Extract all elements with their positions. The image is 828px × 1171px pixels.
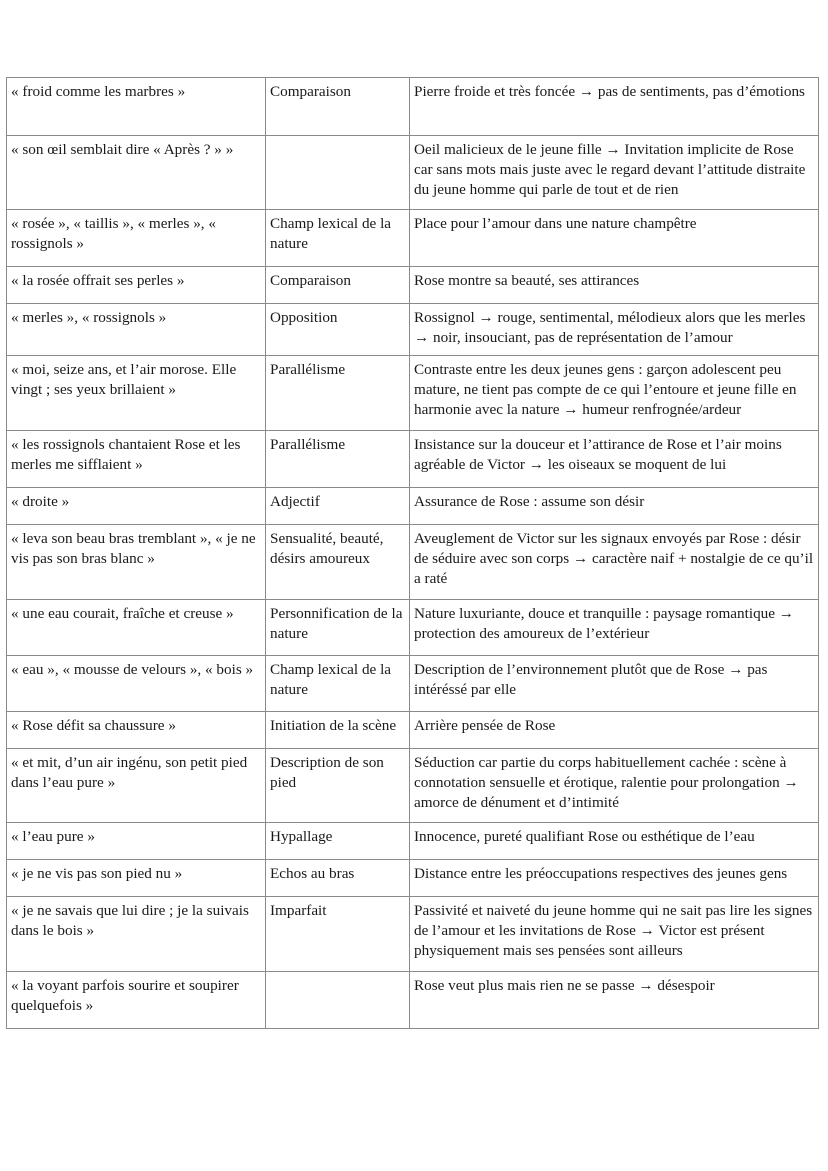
interpretation-text: Insistance sur la douceur et l’attirance de Rose et l’air moins agréable de Victor → les oiseaux se moquent de lui bbox=[414, 436, 786, 473]
interpretation-text: Arrière pensée de Rose bbox=[414, 717, 556, 734]
cell-interpretation bbox=[410, 972, 819, 1029]
table-row bbox=[7, 972, 819, 1029]
cell-quotation bbox=[7, 712, 266, 749]
quotation-text: « son œil semblait dire « Après ? » » bbox=[11, 141, 234, 158]
table-row bbox=[7, 897, 819, 972]
cell-literary-device bbox=[266, 860, 410, 897]
cell-quotation bbox=[7, 656, 266, 712]
table-row bbox=[7, 267, 819, 304]
table-row bbox=[7, 488, 819, 525]
interpretation-text: Assurance de Rose : assume son désir bbox=[414, 493, 645, 510]
interpretation-text: Séduction car partie du corps habituellement cachée : scène à connotation sensuelle et érotique, ralentie pour prolongation → amorce de dénument et d’intimité bbox=[414, 754, 803, 811]
quotation-text: « froid comme les marbres » bbox=[11, 83, 186, 100]
cell-interpretation bbox=[410, 656, 819, 712]
table-row bbox=[7, 304, 819, 356]
cell-quotation bbox=[7, 749, 266, 823]
interpretation-text: Rose veut plus mais rien ne se passe → désespoir bbox=[414, 977, 715, 994]
quotation-text: « les rossignols chantaient Rose et les merles me sifflaient » bbox=[11, 436, 245, 473]
cell-literary-device bbox=[266, 823, 410, 860]
cell-literary-device bbox=[266, 488, 410, 525]
cell-literary-device bbox=[266, 656, 410, 712]
literary-device-text: Description de son pied bbox=[270, 754, 388, 791]
cell-quotation bbox=[7, 136, 266, 210]
cell-literary-device bbox=[266, 525, 410, 600]
quotation-text: « moi, seize ans, et l’air morose. Elle vingt ; ses yeux brillaient » bbox=[11, 361, 241, 398]
quotation-text: « Rose défit sa chaussure » bbox=[11, 717, 176, 734]
cell-literary-device bbox=[266, 304, 410, 356]
quotation-text: « la voyant parfois sourire et soupirer quelquefois » bbox=[11, 977, 243, 1014]
table-row bbox=[7, 210, 819, 267]
cell-interpretation bbox=[410, 823, 819, 860]
cell-quotation bbox=[7, 267, 266, 304]
literary-device-text: Hypallage bbox=[270, 828, 333, 845]
literary-device-text: Comparaison bbox=[270, 83, 351, 100]
cell-literary-device bbox=[266, 712, 410, 749]
cell-interpretation bbox=[410, 431, 819, 488]
quotation-text: « je ne vis pas son pied nu » bbox=[11, 865, 183, 882]
literary-device-text: Opposition bbox=[270, 309, 338, 326]
cell-quotation bbox=[7, 600, 266, 656]
analysis-table bbox=[6, 77, 819, 1029]
cell-quotation bbox=[7, 897, 266, 972]
table-row bbox=[7, 78, 819, 136]
table-row bbox=[7, 656, 819, 712]
quotation-text: « eau », « mousse de velours », « bois » bbox=[11, 661, 254, 678]
literary-device-text: Echos au bras bbox=[270, 865, 355, 882]
cell-interpretation bbox=[410, 78, 819, 136]
cell-quotation bbox=[7, 210, 266, 267]
cell-literary-device bbox=[266, 600, 410, 656]
quotation-text: « la rosée offrait ses perles » bbox=[11, 272, 185, 289]
cell-interpretation bbox=[410, 600, 819, 656]
cell-interpretation bbox=[410, 210, 819, 267]
literary-device-text: Comparaison bbox=[270, 272, 351, 289]
cell-interpretation bbox=[410, 267, 819, 304]
cell-interpretation bbox=[410, 488, 819, 525]
literary-device-text: Imparfait bbox=[270, 902, 327, 919]
quotation-text: « leva son beau bras tremblant », « je ne vis pas son bras blanc » bbox=[11, 530, 260, 567]
interpretation-text: Description de l’environnement plutôt que de Rose → pas intéréssé par elle bbox=[414, 661, 772, 698]
interpretation-text: Innocence, pureté qualifiant Rose ou esthétique de l’eau bbox=[414, 828, 755, 845]
interpretation-text: Contraste entre les deux jeunes gens : garçon adolescent peu mature, ne tient pas compte de ce qui l’entoure et jeune fille en harmonie avec la nature → humeur renfrognée/ardeur bbox=[414, 361, 801, 418]
table-row bbox=[7, 600, 819, 656]
table-row bbox=[7, 823, 819, 860]
literary-device-text: Champ lexical de la nature bbox=[270, 661, 395, 698]
cell-literary-device bbox=[266, 210, 410, 267]
literary-device-text: Initiation de la scène bbox=[270, 717, 397, 734]
table-row bbox=[7, 860, 819, 897]
cell-quotation bbox=[7, 525, 266, 600]
interpretation-text: Passivité et naiveté du jeune homme qui ne sait pas lire les signes de l’amour et les invitations de Rose → Victor est présent physiquement mais ses pensées sont ailleurs bbox=[414, 902, 816, 959]
interpretation-text: Pierre froide et très foncée → pas de sentiments, pas d’émotions bbox=[414, 83, 805, 100]
cell-literary-device bbox=[266, 78, 410, 136]
cell-literary-device bbox=[266, 972, 410, 1029]
cell-interpretation bbox=[410, 525, 819, 600]
cell-literary-device bbox=[266, 136, 410, 210]
cell-quotation bbox=[7, 78, 266, 136]
cell-interpretation bbox=[410, 136, 819, 210]
literary-device-text: Champ lexical de la nature bbox=[270, 215, 395, 252]
interpretation-text: Aveuglement de Victor sur les signaux envoyés par Rose : désir de séduire avec son corps → caractère naif + nostalgie de ce qu’il a raté bbox=[414, 530, 817, 587]
quotation-text: « je ne savais que lui dire ; je la suivais dans le bois » bbox=[11, 902, 253, 939]
quotation-text: « merles », « rossignols » bbox=[11, 309, 167, 326]
literary-device-text: Parallélisme bbox=[270, 361, 346, 378]
cell-literary-device bbox=[266, 749, 410, 823]
cell-quotation bbox=[7, 431, 266, 488]
analysis-table-container bbox=[6, 77, 818, 1029]
cell-interpretation bbox=[410, 304, 819, 356]
interpretation-text: Place pour l’amour dans une nature champêtre bbox=[414, 215, 697, 232]
cell-quotation bbox=[7, 972, 266, 1029]
interpretation-text: Distance entre les préoccupations respectives des jeunes gens bbox=[414, 865, 788, 882]
cell-quotation bbox=[7, 823, 266, 860]
cell-interpretation bbox=[410, 712, 819, 749]
interpretation-text: Rose montre sa beauté, ses attirances bbox=[414, 272, 640, 289]
table-row bbox=[7, 431, 819, 488]
cell-literary-device bbox=[266, 267, 410, 304]
table-row bbox=[7, 749, 819, 823]
literary-device-text: Sensualité, beauté, désirs amoureux bbox=[270, 530, 388, 567]
cell-interpretation bbox=[410, 356, 819, 431]
table-row bbox=[7, 136, 819, 210]
quotation-text: « rosée », « taillis », « merles », « rossignols » bbox=[11, 215, 220, 252]
cell-quotation bbox=[7, 488, 266, 525]
cell-quotation bbox=[7, 860, 266, 897]
cell-literary-device bbox=[266, 431, 410, 488]
cell-literary-device bbox=[266, 356, 410, 431]
cell-interpretation bbox=[410, 749, 819, 823]
analysis-table-body bbox=[7, 78, 819, 1029]
interpretation-text: Rossignol → rouge, sentimental, mélodieux alors que les merles → noir, insouciant, pas de représentation de l’amour bbox=[414, 309, 810, 346]
quotation-text: « une eau courait, fraîche et creuse » bbox=[11, 605, 234, 622]
quotation-text: « l’eau pure » bbox=[11, 828, 95, 845]
table-row bbox=[7, 712, 819, 749]
literary-device-text: Parallélisme bbox=[270, 436, 346, 453]
cell-interpretation bbox=[410, 897, 819, 972]
table-row bbox=[7, 356, 819, 431]
literary-device-text: Personnification de la nature bbox=[270, 605, 407, 642]
cell-literary-device bbox=[266, 897, 410, 972]
interpretation-text: Oeil malicieux de le jeune fille → Invitation implicite de Rose car sans mots mais juste avec le regard devant l’attitude distraite du jeune homme qui parle de tout et de rien bbox=[414, 141, 810, 198]
table-row bbox=[7, 525, 819, 600]
quotation-text: « droite » bbox=[11, 493, 70, 510]
literary-device-text: Adjectif bbox=[270, 493, 320, 510]
cell-quotation bbox=[7, 304, 266, 356]
cell-interpretation bbox=[410, 860, 819, 897]
interpretation-text: Nature luxuriante, douce et tranquille : paysage romantique → protection des amoureux de l’extérieur bbox=[414, 605, 798, 642]
quotation-text: « et mit, d’un air ingénu, son petit pied dans l’eau pure » bbox=[11, 754, 252, 791]
cell-quotation bbox=[7, 356, 266, 431]
